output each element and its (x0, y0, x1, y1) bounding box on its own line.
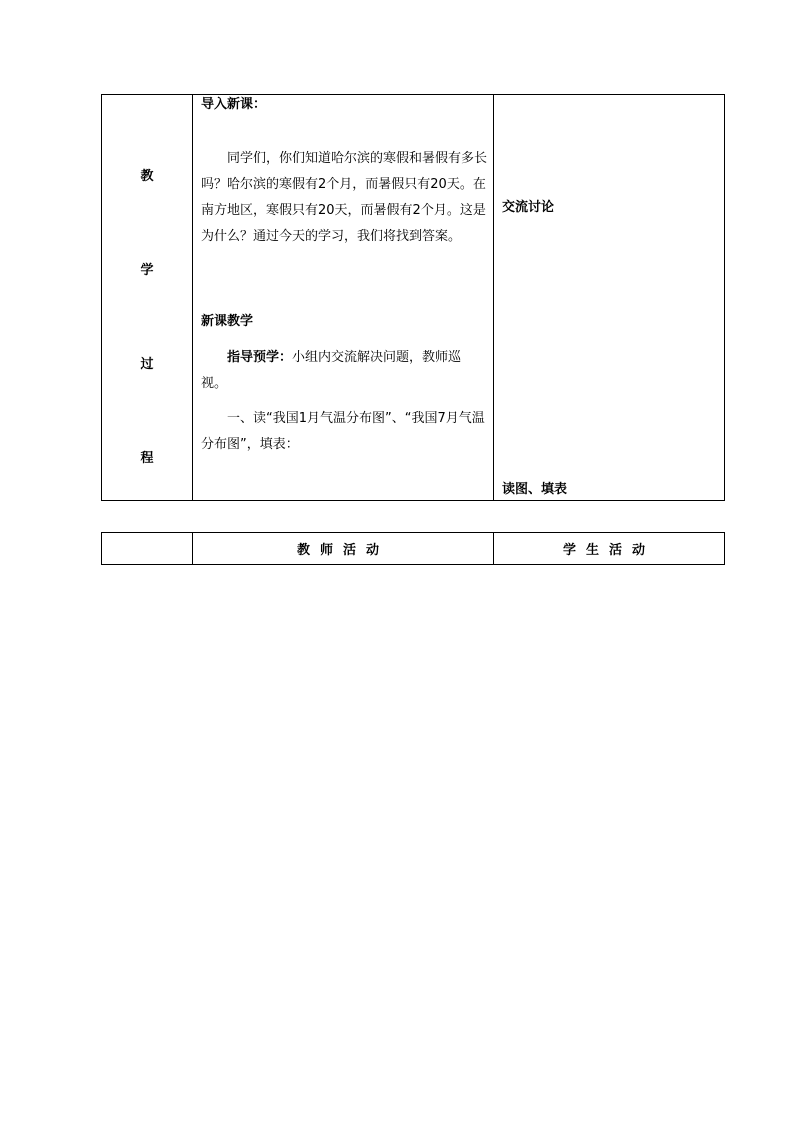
side-label-char: 学 (140, 263, 154, 278)
intro-text: 同学们，你们知道哈尔滨的寒假和暑假有多长吗？哈尔滨的寒假有2个月，而暑假只有20天。在南方地区，寒假只有20天，而暑假有2个月。这是为什么？通过今天的学习，我们将找到答案。 (201, 151, 488, 244)
intro-heading: 导入新课： (201, 97, 267, 112)
header-empty-cell (102, 533, 193, 565)
new-lesson-heading: 新课教学 (201, 314, 254, 329)
table-row (102, 533, 725, 565)
guide-paragraph (201, 345, 487, 397)
student-note-read-map: 读图、填表 (502, 482, 568, 497)
guide-label: 指导预学： (227, 350, 293, 365)
header-student-activity: 学生活动 (494, 533, 725, 565)
guide-text: 小组内交流解决问题，教师巡视。 (201, 350, 462, 391)
side-label-char: 程 (140, 451, 154, 466)
student-activity-cell (494, 95, 725, 501)
teacher-activity-cell (193, 95, 494, 501)
student-note-discuss: 交流讨论 (502, 200, 555, 215)
table-row (102, 95, 725, 501)
lesson-process-table (101, 94, 725, 501)
activity-header-table (101, 532, 725, 565)
side-label-char: 过 (140, 357, 154, 372)
side-label-char: 教 (140, 169, 154, 184)
header-teacher-activity: 教师活动 (193, 533, 494, 565)
side-label-cell (102, 95, 193, 501)
item1-text: 一、读“我国1月气温分布图”、“我国7月气温分布图”，填表： (201, 411, 485, 452)
